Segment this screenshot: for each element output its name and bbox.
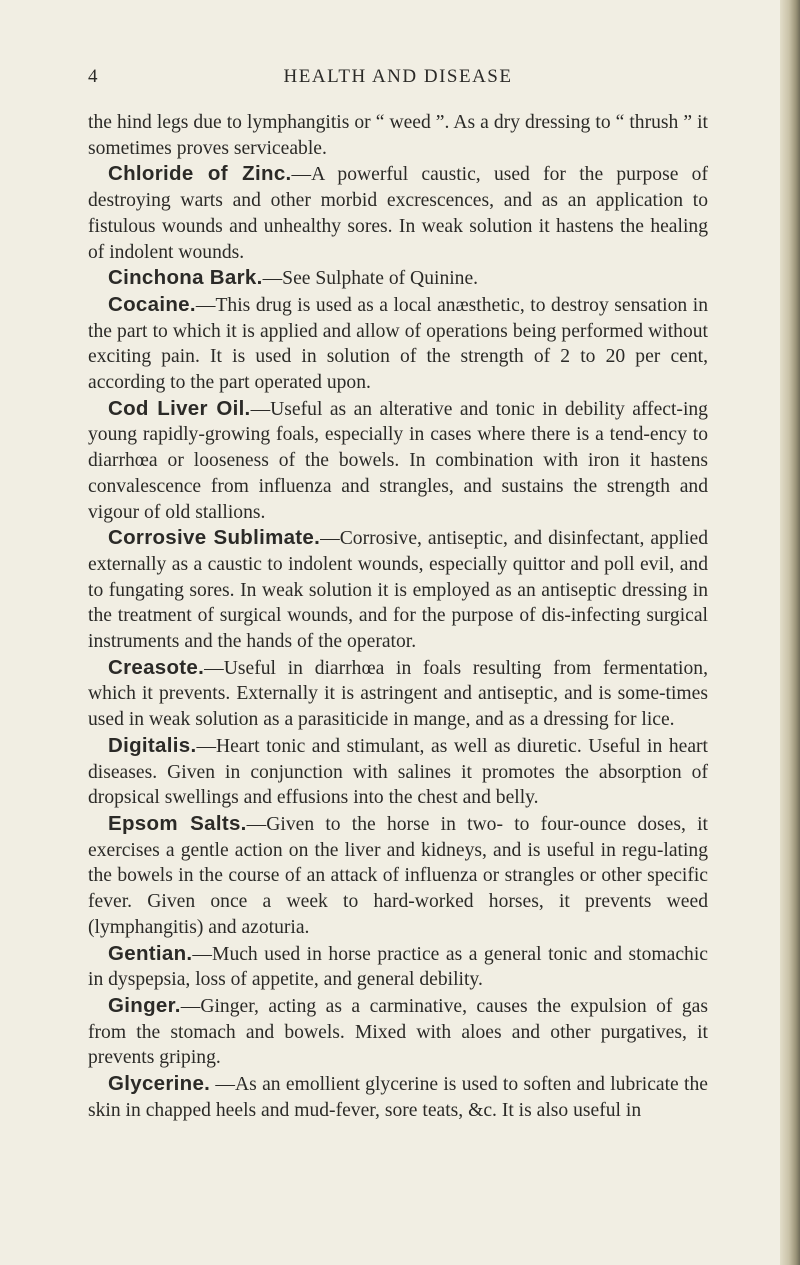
continuation-paragraph: the hind legs due to lymphangitis or “ weed ”. As a dry dressing to “ thrush ” it sometimes proves serviceable. <box>88 112 708 159</box>
headword: Gentian. <box>108 941 193 965</box>
entry-gentian <box>88 941 708 993</box>
headword: Glycerine. <box>108 1072 211 1096</box>
entry-text: —Ginger, acting as a carminative, causes the expulsion of gas from the stomach and bowels. Mixed with aloes and other purgatives, it prevents griping. <box>88 995 708 1069</box>
entry-text: —See Sulphate of Quinine. <box>262 268 479 290</box>
headword: Corrosive Sublimate. <box>108 526 321 550</box>
entry-corrosive-sublimate <box>88 525 708 655</box>
entry-text: —Much used in horse practice as a general tonic and stomachic in dyspepsia, loss of appetite, and general debility. <box>88 943 708 991</box>
entry-cocaine <box>88 292 708 396</box>
entry-text: —A powerful caustic, used for the purpose of destroying warts and other morbid excrescences, and as an application to fistulous wounds and unhealthy sores. In weak solution it hastens the healing of indolent wounds. <box>88 164 708 263</box>
entry-text: —Corrosive, antiseptic, and disinfectant, applied externally as a caustic to indolent wounds, especially quittor and poll evil, and to fungating sores. In weak solution it is employed as an antiseptic dressing in the treatment of surgical wounds, and for the purpose of dis-infecting surgical instruments and the hands of the operator. <box>88 528 709 653</box>
headword: Cocaine. <box>108 292 196 316</box>
headword: Epsom Salts. <box>108 811 247 835</box>
headword: Cod Liver Oil. <box>108 396 251 420</box>
entry-cod-liver-oil <box>88 396 708 526</box>
page-edge <box>780 0 800 1265</box>
headword: Ginger. <box>108 993 181 1017</box>
entry-text: —Useful in diarrhœa in foals resulting from fermentation, which it prevents. Externally it is astringent and antiseptic, and is some-times used in weak solution as a parasiticide in mange, and as a dressing for lice. <box>88 657 708 731</box>
entry-text: —Heart tonic and stimulant, as well as diuretic. Useful in heart diseases. Given in conjunction with salines it promotes the absorption of dropsical swellings and effusions into the chest and belly. <box>88 735 708 809</box>
entry-creasote <box>88 655 708 733</box>
entry-glycerine <box>88 1071 708 1123</box>
running-title: HEALTH AND DISEASE <box>283 66 513 87</box>
entry-cinchona-bark <box>88 265 708 292</box>
entry-text: —Given to the horse in two- to four-ounce doses, it exercises a gentle action on the liver and kidneys, and is useful in regu-lating the bowels in the course of an attack of influenza or strangles or other specific fever. Given once a week to hard-worked horses, it prevents weed (lymphangitis) and azoturia. <box>88 813 708 938</box>
entry-digitalis <box>88 733 708 811</box>
entry-text: —As an emollient glycerine is used to soften and lubricate the skin in chapped heels and mud-fever, sore teats, &c. It is also useful in <box>88 1074 708 1121</box>
entry-text: —This drug is used as a local anæsthetic, to destroy sensation in the part to which it is applied and allow of operations being performed without exciting pain. It is used in solution of the strength of 2 to 20 per cent, according to the part operated upon. <box>88 294 708 394</box>
entry-text: —Useful as an alterative and tonic in debility affect-ing young rapidly-growing foals, especially in cases where there is a tend-ency to diarrhœa or looseness of the bowels. In combination with iron it hastens convalescence from influenza and strangles, and sustains the strength and vigour of old stallions. <box>88 398 708 523</box>
page-header <box>88 66 708 90</box>
headword: Creasote. <box>108 655 205 679</box>
body-text <box>88 110 708 1123</box>
entry-chloride-of-zinc <box>88 161 708 265</box>
entry-epsom-salts <box>88 811 708 941</box>
headword: Chloride of Zinc. <box>108 162 292 186</box>
page-number: 4 <box>88 66 98 87</box>
headword: Cinchona Bark. <box>108 266 263 290</box>
headword: Digitalis. <box>108 733 197 757</box>
entry-ginger <box>88 993 708 1071</box>
